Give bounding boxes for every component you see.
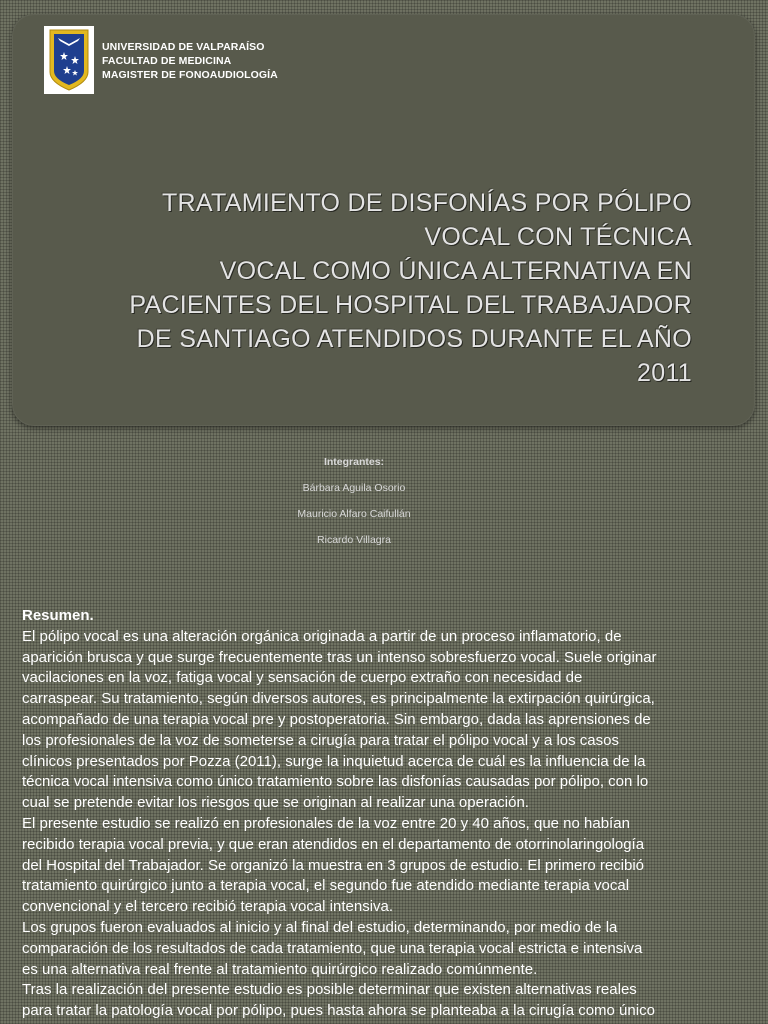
abstract-line: acompañado de una terapia vocal pre y postoperatoria. Sin embargo, dada las aprensiones de [22, 710, 651, 728]
team-section [0, 456, 708, 560]
abstract-line: comparación de los resultados de cada tratamiento, que una terapia vocal estricta e intensiva [22, 939, 643, 957]
team-member: Mauricio Alfaro Caifullán [297, 508, 411, 520]
title-line: 2011 [637, 359, 692, 387]
abstract-line: Tras la realización del presente estudio es posible determinar que existen alternativas reales [22, 981, 637, 999]
abstract-line: convencional y el tercero recibió terapia vocal intensiva. [22, 898, 394, 916]
abstract-line: Los grupos fueron evaluados al inicio y al final del estudio, determinando, por medio de la [22, 918, 618, 936]
abstract-line: es una alternativa real frente al tratamiento quirúrgico realizado comúnmente. [22, 960, 538, 978]
institution-block [102, 40, 278, 82]
abstract-line: El presente estudio se realizó en profesionales de la voz entre 20 y 40 años, que no habían [22, 814, 630, 832]
abstract-line: recibido terapia vocal previa, y que eran atendidos en el departamento de otorrinolaringología [22, 835, 645, 853]
abstract-line: vacilaciones en la voz, fatiga vocal y sensación de cuerpo extraño con necesidad de [22, 669, 583, 687]
abstract-line: carraspear. Su tratamiento, según diversos autores, es principalmente la extirpación quirúrgica, [22, 690, 655, 708]
page-title [40, 186, 692, 390]
abstract-line: técnica vocal intensiva como único tratamiento sobre las disfonías causadas por pólipo, con lo [22, 773, 649, 791]
university-crest-logo [44, 26, 94, 94]
team-member: Ricardo Villagra [317, 534, 391, 546]
abstract-section [22, 606, 752, 1022]
title-line: TRATAMIENTO DE DISFONÍAS POR PÓLIPO [161, 189, 692, 217]
title-line: DE SANTIAGO ATENDIDOS DURANTE EL AÑO [136, 325, 692, 353]
abstract-line: El pólipo vocal es una alteración orgánica originada a partir de un proceso inflamatorio, de [22, 627, 622, 645]
title-line: VOCAL CON TÉCNICA [424, 223, 692, 251]
institution-line-faculty: FACULTAD DE MEDICINA [102, 55, 232, 67]
title-line: PACIENTES DEL HOSPITAL DEL TRABAJADOR [129, 291, 692, 319]
institution-line-program: MAGISTER DE FONOAUDIOLOGÍA [102, 69, 278, 81]
abstract-line: los profesionales de la voz de someterse a cirugía para tratar el pólipo vocal y a los casos [22, 731, 619, 749]
abstract-line: aparición brusca y que surge frecuentemente tras un intenso sobresfuerzo vocal. Suele originar [22, 648, 657, 666]
abstract-line: para tratar la patología vocal por pólipo, pues hasta ahora se planteaba a la cirugía como único [22, 1002, 655, 1020]
abstract-line: cual se pretende evitar los riesgos que se originan al realizar una operación. [22, 794, 529, 812]
abstract-body [22, 627, 752, 1022]
institution-line-university: UNIVERSIDAD DE VALPARAÍSO [102, 41, 265, 53]
abstract-line: clínicos presentados por Pozza (2011), surge la inquietud acerca de cuál es la influencia de la [22, 752, 646, 770]
abstract-heading: Resumen. [22, 607, 94, 624]
abstract-line: tratamiento quirúrgico junto a terapia vocal, el segundo fue atendido mediante terapia vocal [22, 877, 630, 895]
team-member: Bárbara Aguila Osorio [302, 482, 406, 494]
team-heading: Integrantes: [323, 456, 385, 468]
title-line: VOCAL COMO ÚNICA ALTERNATIVA EN [219, 257, 692, 285]
abstract-line: del Hospital del Trabajador. Se organizó la muestra en 3 grupos de estudio. El primero recibió [22, 856, 645, 874]
